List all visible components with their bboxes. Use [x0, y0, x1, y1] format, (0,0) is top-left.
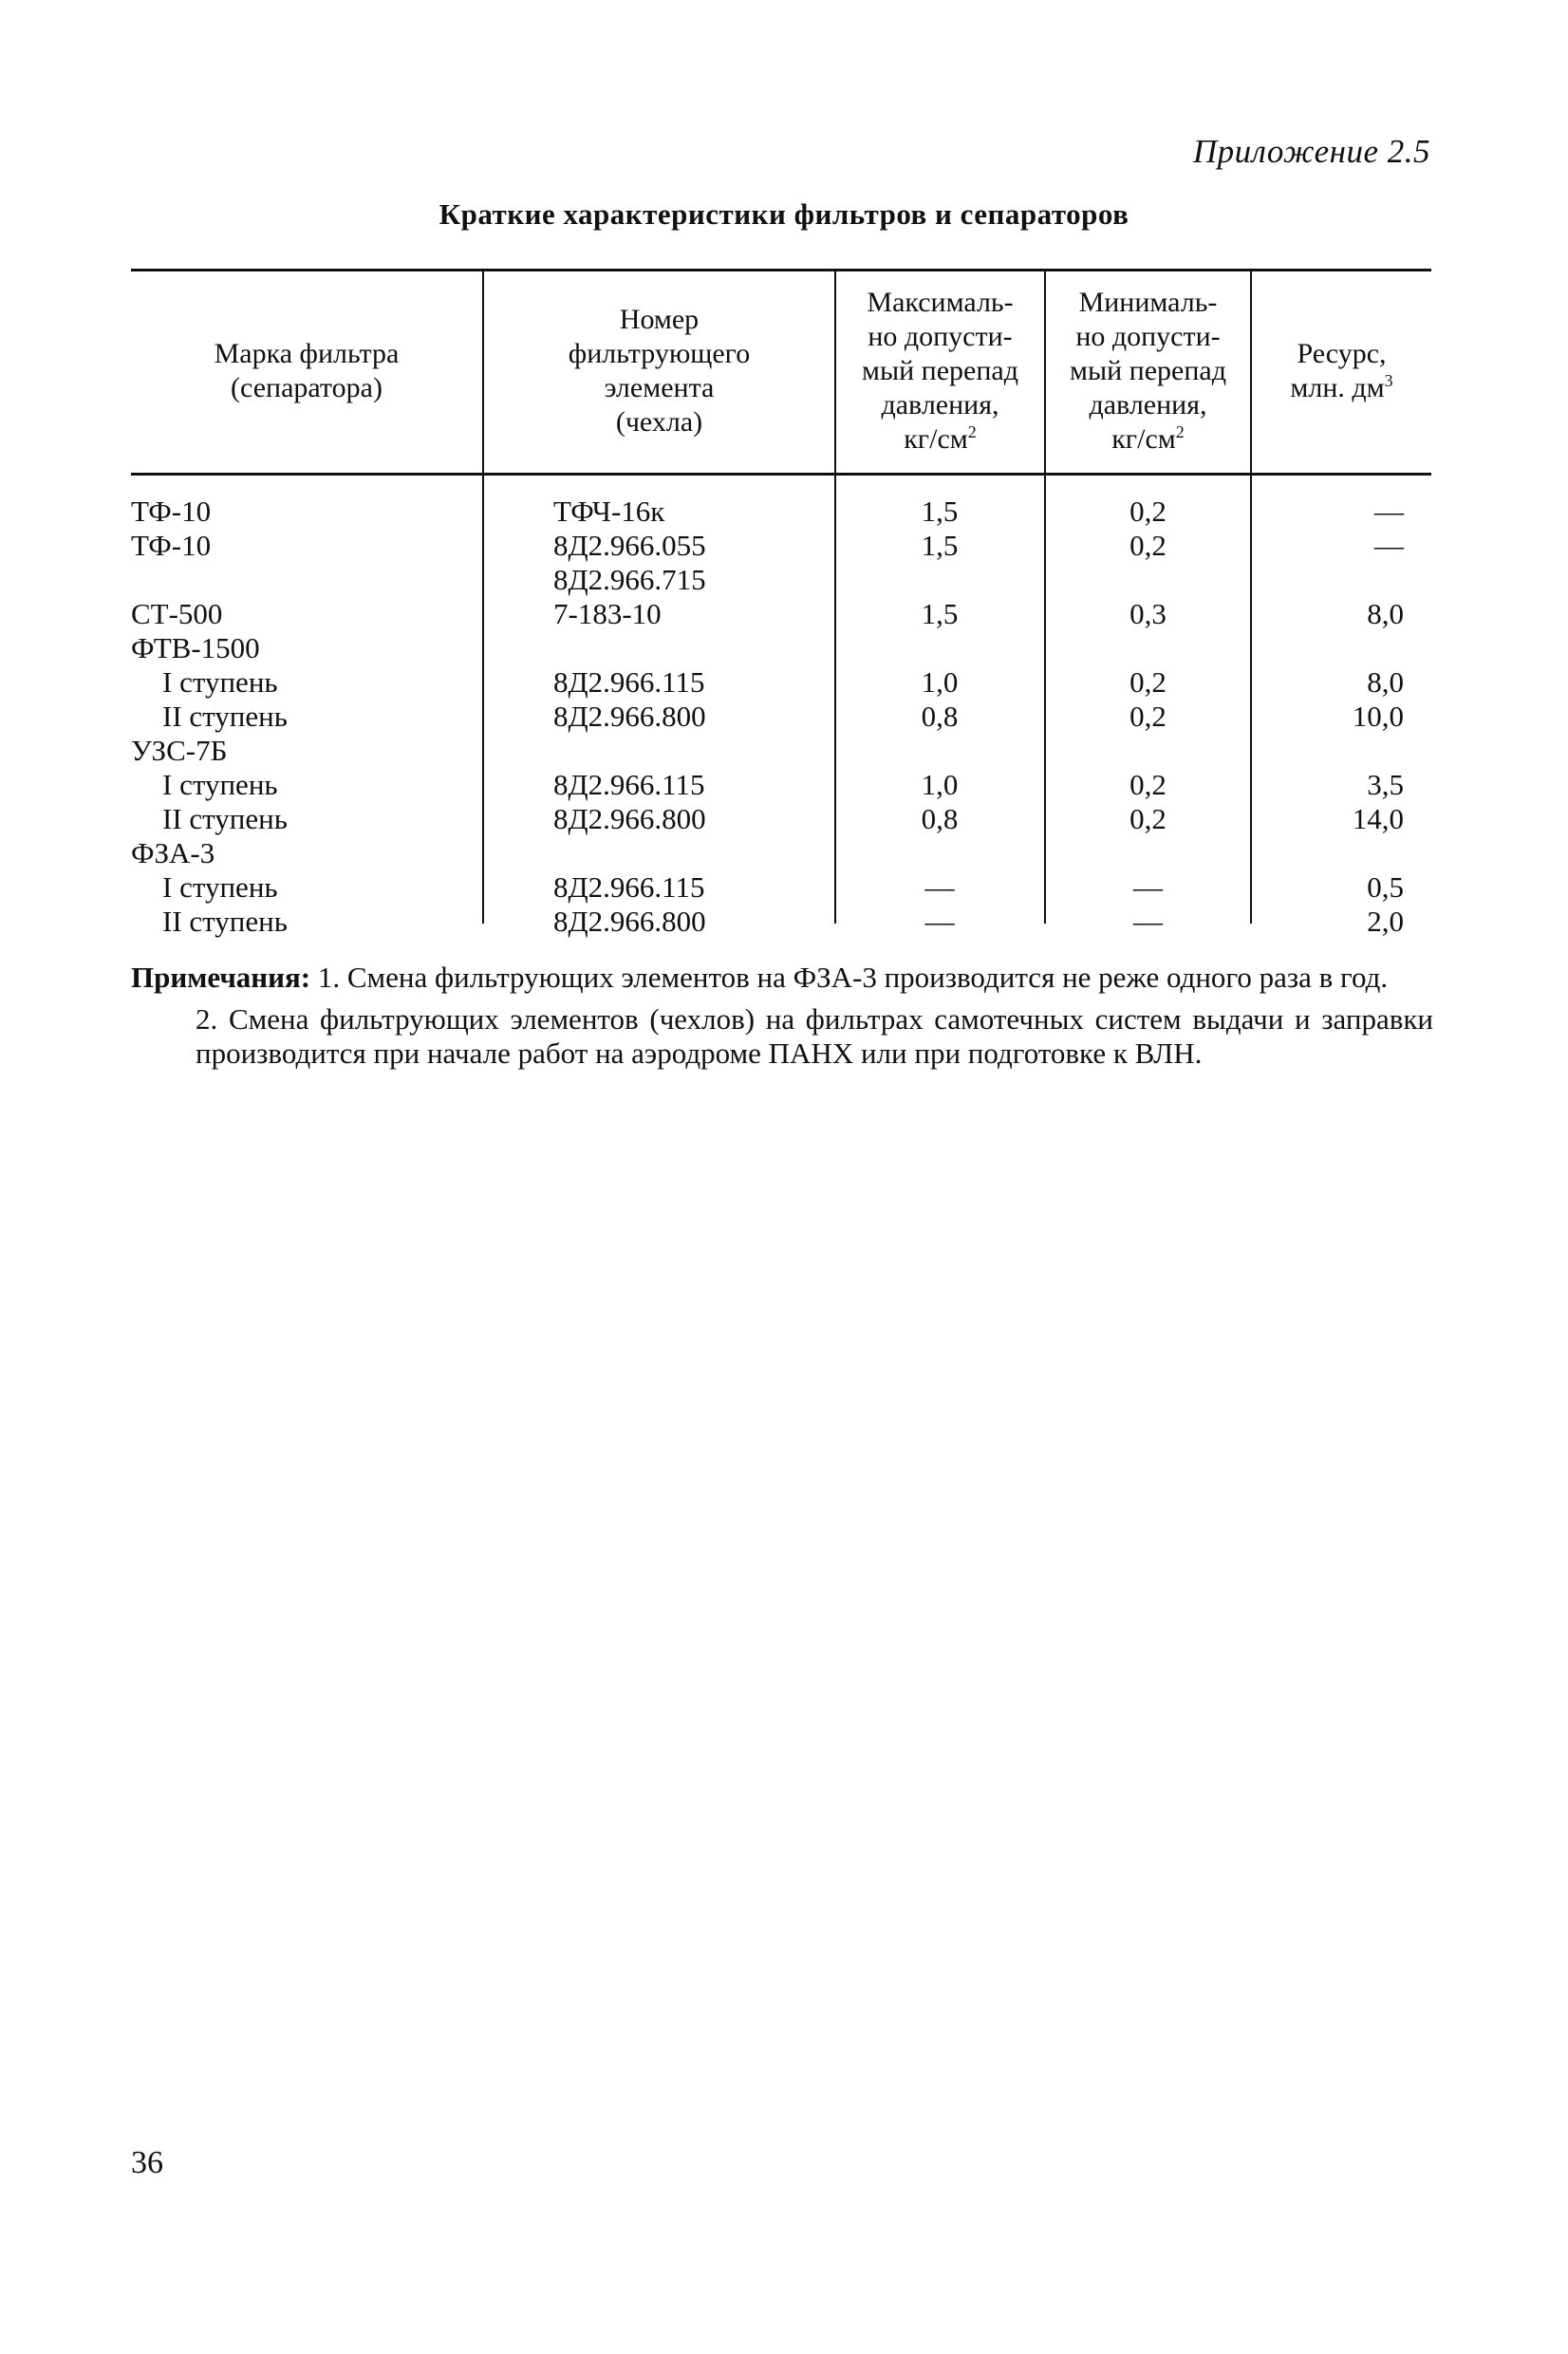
cell-max: 1,5: [921, 529, 959, 562]
header-element-line: (чехла): [615, 406, 703, 438]
cell-element: ТФЧ-16к: [553, 495, 665, 528]
header-brand: [131, 269, 482, 474]
table-row: [131, 768, 1431, 802]
header-element-line: элемента: [604, 372, 715, 403]
cell-min: 0,2: [1129, 802, 1167, 835]
cell-max: 0,8: [921, 802, 959, 835]
cell-element: 8Д2.966.800: [553, 700, 706, 733]
header-min-line: давления,: [1089, 389, 1207, 420]
header-resource: [1252, 269, 1431, 474]
header-max-pressure: [836, 269, 1044, 474]
cell-resource: 8,0: [1367, 665, 1404, 699]
note-2: [131, 1002, 1433, 1071]
table-row: [131, 597, 1431, 631]
page-number: 36: [131, 2145, 163, 2180]
cell-max: 0,8: [921, 700, 959, 733]
header-min-line: но допусти-: [1075, 321, 1221, 352]
cell-max: 1,0: [921, 768, 959, 801]
table-row: [131, 665, 1431, 700]
header-max-line: давления,: [881, 389, 999, 420]
cell-max: —: [924, 905, 955, 938]
table-row: [131, 905, 1431, 939]
header-element: [484, 269, 834, 474]
appendix-label: Приложение 2.5: [1192, 133, 1430, 170]
cell-resource: 2,0: [1367, 905, 1404, 938]
note-2-text: 2. Смена фильтрующих элементов (чехлов) на фильтрах самотечных систем выдачи и заправки производится при начале работ на аэродроме ПАНХ или при подготовке к ВЛН.: [196, 1002, 1433, 1070]
resource-exponent: 3: [1384, 371, 1393, 390]
cell-brand: ТФ-10: [131, 529, 212, 562]
table-row: [131, 529, 1431, 563]
table-row: [131, 563, 1431, 597]
cell-brand: УЗС-7Б: [131, 734, 228, 767]
header-element-line: фильтрующего: [568, 338, 751, 369]
table-row: [131, 802, 1431, 836]
header-resource-unit: млн. дм: [1290, 372, 1385, 403]
cell-brand: II ступень: [162, 802, 288, 835]
header-brand-line: Марка фильтра: [214, 338, 400, 369]
cell-brand: I ступень: [162, 768, 278, 801]
cell-min: 0,2: [1129, 768, 1167, 801]
cell-resource: 14,0: [1352, 802, 1404, 835]
notes-label: Примечания:: [131, 961, 311, 994]
header-max-line: мый перепад: [861, 355, 1018, 386]
header-brand-line: (сепаратора): [231, 372, 383, 403]
header-resource-line: Ресурс,: [1297, 338, 1387, 369]
cell-max: 1,5: [921, 495, 959, 528]
cell-max: 1,0: [921, 665, 959, 699]
header-min-line: мый перепад: [1069, 355, 1226, 386]
cell-brand: I ступень: [162, 665, 278, 699]
header-min-unit: кг/см: [1111, 423, 1176, 455]
cell-element: 8Д2.966.115: [553, 665, 705, 699]
note-1: [131, 961, 1433, 995]
cell-element: 8Д2.966.715: [553, 563, 706, 596]
cell-brand: СТ-500: [131, 597, 223, 630]
table-row: [131, 734, 1431, 768]
cell-brand: ТФ-10: [131, 495, 212, 528]
table-row: [131, 495, 1431, 529]
table-row: [131, 631, 1431, 665]
cell-min: 0,2: [1129, 495, 1167, 528]
cell-max: —: [924, 870, 955, 904]
header-min-pressure: [1046, 269, 1250, 474]
note-1-text: 1. Смена фильтрующих элементов на ФЗА-3 производится не реже одного раза в год.: [317, 961, 1389, 994]
cell-min: 0,2: [1129, 529, 1167, 562]
header-element-line: Номер: [619, 304, 700, 335]
cell-element: 8Д2.966.115: [553, 768, 705, 801]
filters-table: [131, 269, 1431, 938]
table-row: [131, 836, 1431, 870]
header-min-line: Минималь-: [1078, 287, 1218, 318]
cell-brand: ФТВ-1500: [131, 631, 260, 664]
header-max-line: Максималь-: [867, 287, 1014, 318]
header-max-unit: кг/см: [904, 423, 968, 455]
cell-resource: —: [1374, 495, 1404, 528]
notes-block: [131, 961, 1433, 1071]
unit-exponent: 2: [967, 422, 977, 441]
header-max-line: но допусти-: [868, 321, 1013, 352]
cell-element: 8Д2.966.800: [553, 802, 706, 835]
cell-min: 0,2: [1129, 700, 1167, 733]
table-row: [131, 870, 1431, 905]
cell-min: —: [1133, 905, 1163, 938]
cell-max: 1,5: [921, 597, 959, 630]
cell-min: 0,2: [1129, 665, 1167, 699]
cell-brand: ФЗА-3: [131, 836, 215, 869]
cell-min: 0,3: [1129, 597, 1167, 630]
cell-resource: 0,5: [1367, 870, 1404, 904]
cell-brand: II ступень: [162, 905, 288, 938]
cell-element: 7-183-10: [553, 597, 662, 630]
cell-brand: II ступень: [162, 700, 288, 733]
table-title: Краткие характеристики фильтров и сепараторов: [439, 197, 1129, 231]
cell-element: 8Д2.966.055: [553, 529, 706, 562]
cell-resource: 10,0: [1352, 700, 1404, 733]
table-row: [131, 700, 1431, 734]
cell-min: —: [1133, 870, 1163, 904]
cell-resource: 8,0: [1367, 597, 1404, 630]
cell-element: 8Д2.966.115: [553, 870, 705, 904]
cell-resource: —: [1374, 529, 1404, 562]
cell-resource: 3,5: [1367, 768, 1404, 801]
cell-brand: I ступень: [162, 870, 278, 904]
cell-element: 8Д2.966.800: [553, 905, 706, 938]
unit-exponent: 2: [1175, 422, 1185, 441]
